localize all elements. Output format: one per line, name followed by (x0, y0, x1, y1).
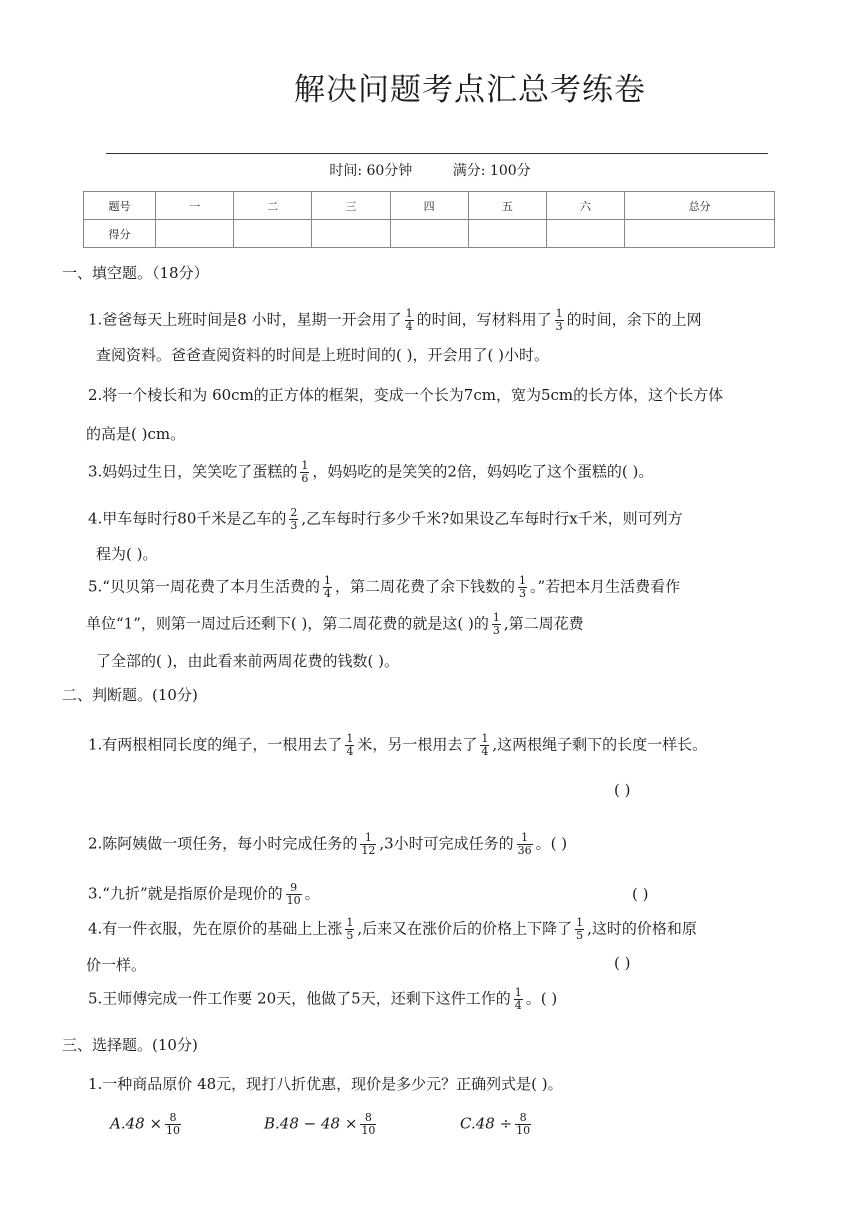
fill-question-5-cont (86, 612, 584, 637)
question-text: 4.有一件衣服，先在原价的基础上上涨 (88, 919, 343, 938)
fraction: $\frac{1}{6}$ (301, 459, 309, 485)
judge-question-2 (88, 832, 808, 857)
judge-question-5 (88, 987, 808, 1012)
question-text: ,这两根绳子剩下的长度一样长。 (492, 735, 708, 754)
score-table (83, 191, 775, 248)
choice-option-b[interactable] (264, 1112, 379, 1137)
score-header-cell: 五 (468, 192, 546, 220)
fill-question-4-cont: 程为( )。 (96, 545, 158, 563)
question-text: 4.甲车每时行80千米是乙车的 (88, 509, 287, 528)
option-text: B.48 − 48 × (264, 1114, 358, 1133)
question-text: ，妈妈吃的是笑笑的2倍，妈妈吃了这个蛋糕的( )。 (312, 462, 654, 481)
question-text: 1.爸爸每天上班时间是8 小时，星期一开会用了 (88, 310, 402, 329)
fraction: $\frac{1}{4}$ (405, 307, 413, 333)
fill-question-2-cont: 的高是( )cm。 (86, 425, 186, 443)
fraction: $\frac{1}{5}$ (346, 916, 354, 942)
question-text: 米，另一根用去了 (357, 735, 478, 754)
fraction: $\frac{9}{10}$ (286, 881, 301, 907)
fraction: $\frac{1}{3}$ (555, 307, 563, 333)
question-text: 5.王师傅完成一件工作要 20天，他做了5天，还剩下这件工作的 (88, 989, 511, 1008)
fraction: $\frac{1}{4}$ (481, 732, 489, 758)
score-header-cell: 二 (234, 192, 312, 220)
question-text: 的时间，写材料用了 (416, 310, 552, 329)
question-text: 。( ) (535, 834, 568, 853)
fill-question-2: 2.将一个棱长和为 60cm的正方体的框架，变成一个长为7cm，宽为5cm的长方体，这个长方体 (88, 386, 724, 404)
score-row-label: 得分 (84, 220, 156, 248)
question-text: 。”若把本月生活费看作 (530, 577, 681, 596)
question-text: 的时间，余下的上网 (566, 310, 702, 329)
answer-blank[interactable]: ( ) (614, 954, 631, 972)
option-text: A.48 × (110, 1114, 163, 1133)
score-header-cell: 三 (312, 192, 390, 220)
judge-question-1 (88, 733, 808, 758)
fill-question-1-cont: 查阅资料。爸爸查阅资料的时间是上班时间的( )，开会用了( )小时。 (96, 346, 549, 364)
question-text: 。 (304, 884, 320, 903)
section-fill-heading: 一、填空题。（18分） (62, 264, 209, 282)
choice-option-c[interactable] (460, 1112, 534, 1137)
page-title: 解决问题考点汇总考练卷 (294, 72, 646, 108)
question-text: 2.陈阿姨做一项任务，每小时完成任务的 (88, 834, 358, 853)
fraction: $\frac{1}{4}$ (346, 732, 354, 758)
choice-question-1: 1.一种商品原价 48元，现打八折优惠，现价是多少元？正确列式是( )。 (88, 1075, 563, 1093)
score-header-cell: 六 (546, 192, 624, 220)
score-table-header-row (84, 192, 775, 220)
question-text: ,这时的价格和原 (587, 919, 697, 938)
judge-question-3 (88, 882, 808, 907)
score-header-cell: 四 (390, 192, 468, 220)
fill-question-1 (88, 308, 808, 333)
question-text: 5.“贝贝第一周花费了本月生活费的 (88, 577, 320, 596)
score-cell[interactable] (468, 220, 546, 248)
fraction: $\frac{1}{4}$ (514, 986, 522, 1012)
answer-blank[interactable]: ( ) (614, 781, 631, 799)
score-cell[interactable] (234, 220, 312, 248)
score-header-cell: 题号 (84, 192, 156, 220)
score-cell[interactable] (156, 220, 234, 248)
fraction: $\frac{1}{3}$ (519, 574, 526, 600)
fraction: $\frac{8}{10}$ (166, 1111, 181, 1137)
question-text: ,3小时可完成任务的 (379, 834, 514, 853)
title-divider (106, 153, 768, 154)
score-cell[interactable] (312, 220, 390, 248)
score-header-cell: 一 (156, 192, 234, 220)
question-text: 单位“1”，则第一周过后还剩下( )，第二周花费的就是这( )的 (86, 614, 489, 633)
question-text: ,乙车每时行多少千米?如果设乙车每时行x千米，则可列方 (301, 509, 683, 528)
question-text: 3.妈妈过生日，笑笑吃了蛋糕的 (88, 462, 298, 481)
full-score: 满分: 100分 (452, 163, 531, 179)
question-text: ，第二周花费了余下钱数的 (334, 577, 515, 596)
fill-question-5-cont2: 了全部的( )，由此看来前两周花费的钱数( )。 (96, 652, 399, 670)
question-text: 3.“九折”就是指原价是现价的 (88, 884, 283, 903)
fraction: $\frac{8}{10}$ (516, 1111, 531, 1137)
choice-option-a[interactable] (110, 1112, 184, 1137)
time-limit: 时间: 60分钟 (329, 163, 413, 179)
judge-question-4 (88, 917, 808, 942)
answer-blank[interactable]: ( ) (632, 885, 649, 903)
judge-question-4-cont: 价一样。 (86, 956, 147, 974)
question-text: ,后来又在涨价后的价格上下降了 (357, 919, 573, 938)
section-choice-heading: 三、选择题。(10分) (62, 1036, 198, 1054)
fraction: $\frac{1}{12}$ (361, 831, 376, 857)
fraction: $\frac{1}{3}$ (492, 611, 500, 637)
fill-question-4 (88, 507, 808, 532)
score-header-cell: 总分 (625, 192, 775, 220)
fill-question-5 (88, 575, 808, 600)
fraction: $\frac{1}{4}$ (323, 574, 331, 600)
question-text: 1.有两根相同长度的绳子，一根用去了 (88, 735, 343, 754)
score-cell[interactable] (390, 220, 468, 248)
fraction: $\frac{1}{36}$ (517, 831, 532, 857)
fill-question-3 (88, 460, 808, 485)
question-text: ,第二周花费 (503, 614, 584, 633)
section-judge-heading: 二、判断题。(10分) (62, 686, 198, 704)
fraction: $\frac{1}{5}$ (576, 916, 584, 942)
score-cell[interactable] (625, 220, 775, 248)
fraction: $\frac{8}{10}$ (361, 1111, 376, 1137)
exam-meta (0, 160, 860, 180)
score-cell[interactable] (546, 220, 624, 248)
question-text: 。( ) (525, 989, 558, 1008)
fraction: $\frac{2}{3}$ (290, 506, 298, 532)
option-text: C.48 ÷ (460, 1114, 513, 1133)
score-table-score-row (84, 220, 775, 248)
